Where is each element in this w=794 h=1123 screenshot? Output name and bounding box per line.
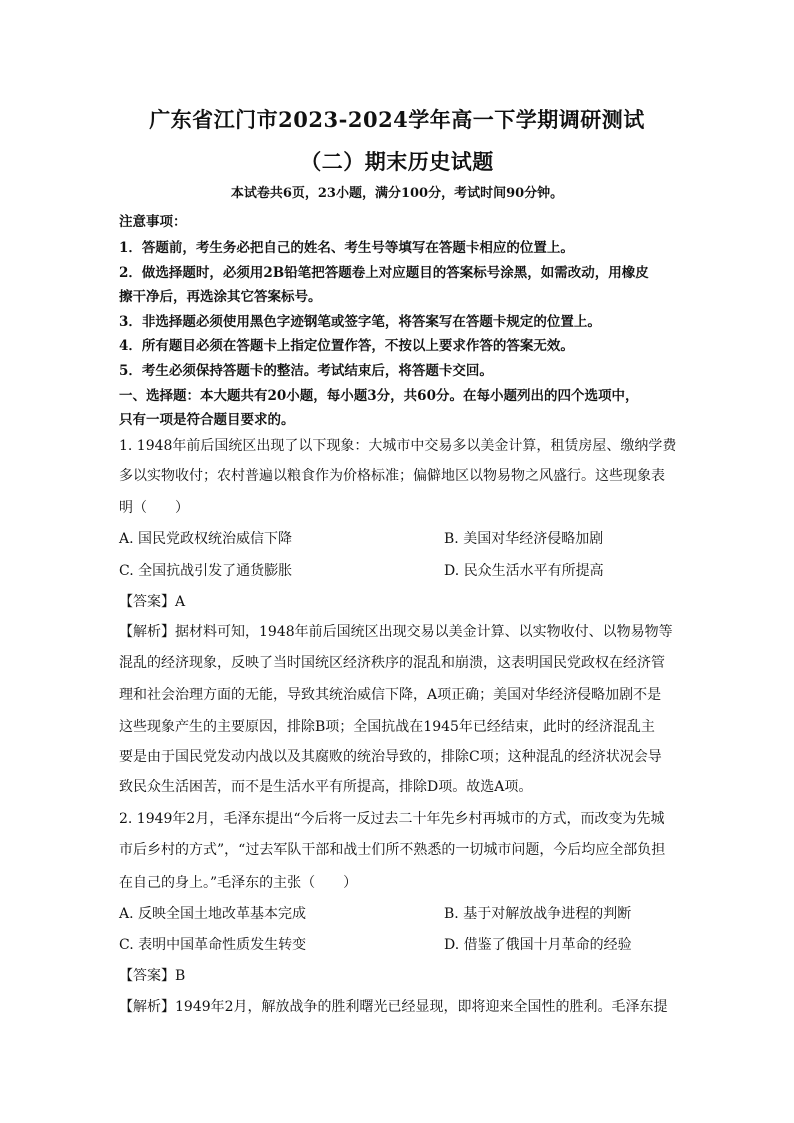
- doc-subtitle: 本试卷共6页，23小题，满分100分，考试时间90分钟。: [230, 186, 564, 201]
- analysis-line: 这些现象产生的主要原因，排除B项；全国抗战在1945年已经结束，此时的经济混乱主: [119, 719, 655, 735]
- analysis-line: 【解析】据材料可知，1948年前后国统区出现交易以美金计算、以实物收付、以物易物等: [119, 624, 673, 640]
- note-line: 5．考生必须保持答题卡的整洁。考试结束后，将答题卡交回。: [119, 363, 493, 379]
- analysis-line: 【解析】1949年2月，解放战争的胜利曙光已经显现，即将迎来全国性的胜利。毛泽东提: [119, 999, 668, 1015]
- analysis-line: 理和社会治理方面的无能，导致其统治威信下降，A项正确；美国对华经济侵略加剧不是: [119, 687, 662, 703]
- doc-title-line2: （二）期末历史试题: [300, 149, 494, 174]
- note-line: 擦干净后，再选涂其它答案标号。: [119, 289, 322, 305]
- answer-line: 【答案】A: [119, 594, 186, 610]
- analysis-line: 要是由于国民党发动内战以及其腐败的统治导致的，排除C项；这种混乱的经济状况会导: [119, 749, 662, 765]
- option-c: C. 表明中国革命性质发生转变: [119, 937, 307, 953]
- option-b: B. 美国对华经济侵略加剧: [444, 531, 604, 547]
- option-a: A. 国民党政权统治威信下降: [119, 531, 293, 547]
- doc-title-line1: 广东省江门市2023-2024学年高一下学期调研测试: [149, 107, 645, 132]
- question-stem-line: 多以实物收付；农村普遍以粮食作为价格标准；偏僻地区以物易物之风盛行。这些现象表: [119, 468, 665, 484]
- section-heading: 一、选择题：本大题共有20小题，每小题3分，共60分。在每小题列出的四个选项中，: [119, 388, 639, 404]
- option-c: C. 全国抗战引发了通货膨胀: [119, 563, 293, 579]
- question-stem-line: 2. 1949年2月，毛泽东提出“今后将一反过去二十年先乡村再城市的方式，而改变为先城: [119, 811, 665, 827]
- answer-line: 【答案】B: [119, 968, 186, 984]
- section-heading: 只有一项是符合题目要求的。: [119, 412, 295, 428]
- question-stem-line: 1. 1948年前后国统区出现了以下现象：大城市中交易多以美金计算，租赁房屋、缴纳学费: [119, 438, 677, 454]
- note-line: 4．所有题目必须在答题卡上指定位置作答，不按以上要求作答的答案无效。: [119, 338, 574, 354]
- analysis-line: 致民众生活困苦，而不是生活水平有所提高，排除D项。故选A项。: [119, 779, 533, 795]
- note-line: 2．做选择题时，必须用2B铅笔把答题卷上对应题目的答案标号涂黑，如需改动，用橡皮: [119, 265, 649, 281]
- question-stem-line: 市后乡村的方式”，“过去军队干部和战士们所不熟悉的一切城市问题，今后均应全部负担: [119, 842, 666, 858]
- question-stem-line: 在自己的身上。”毛泽东的主张（ ）: [119, 875, 358, 891]
- note-line: 1．答题前，考生务必把自己的姓名、考生号等填写在答题卡相应的位置上。: [119, 240, 574, 256]
- analysis-line: 混乱的经济现象，反映了当时国统区经济秩序的混乱和崩溃，这表明国民党政权在经济管: [119, 655, 665, 671]
- notes-heading: 注意事项：: [119, 214, 187, 230]
- option-a: A. 反映全国土地改革基本完成: [119, 906, 307, 922]
- option-b: B. 基于对解放战争进程的判断: [444, 906, 632, 922]
- question-stem-line: 明（ ）: [119, 500, 189, 516]
- option-d: D. 民众生活水平有所提高: [444, 563, 604, 579]
- note-line: 3．非选择题必须使用黑色字迹钢笔或签字笔，将答案写在答题卡规定的位置上。: [119, 314, 601, 330]
- option-d: D. 借鉴了俄国十月革命的经验: [444, 937, 632, 953]
